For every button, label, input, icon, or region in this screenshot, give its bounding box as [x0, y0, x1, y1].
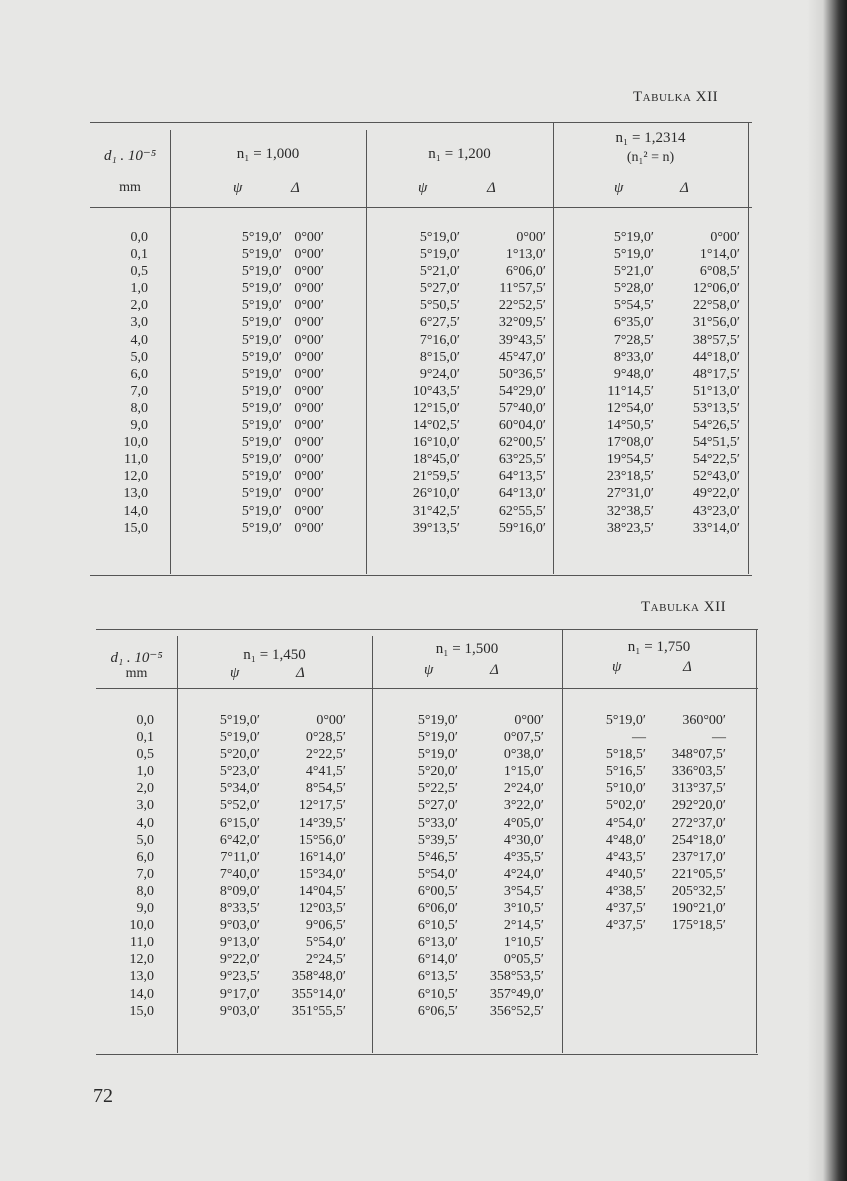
table-cell: 0°00′: [294, 383, 324, 399]
table-cell: 5°54,5′: [613, 298, 654, 314]
table-cell: 4°38,5′: [605, 883, 646, 899]
table-cell: 2°22,5′: [305, 747, 346, 763]
table-cell: 0°00′: [294, 281, 324, 297]
table-cell: 0°00′: [294, 366, 324, 382]
table-cell: 13,0: [129, 969, 154, 985]
table-cell: 9°48,0′: [613, 366, 654, 382]
table-cell: 0°00′: [516, 230, 546, 245]
table-cell: 57°40,0′: [498, 400, 546, 416]
table-cell: 5°52,0′: [219, 798, 260, 814]
table-cell: 18°45,0′: [412, 452, 460, 468]
table-cell: 1,0: [136, 764, 154, 780]
table-2-col-3-delta-values: [646, 712, 726, 934]
table-cell: 5°19,0′: [241, 452, 282, 468]
table-cell: 5°22,5′: [417, 781, 458, 797]
table-cell: 292°20,0′: [671, 798, 726, 814]
table-cell: 360°00′: [682, 713, 726, 728]
table-cell: —: [712, 730, 726, 746]
table-cell: 1°15,0′: [503, 764, 544, 780]
table-cell: 14,0: [129, 986, 154, 1002]
page-number: 72: [93, 1085, 113, 1107]
table-cell: 22°52,5′: [498, 298, 546, 314]
table-cell: 4,0: [136, 815, 154, 831]
table-cell: 31°56,0′: [692, 315, 740, 331]
table-cell: 5°27,0′: [417, 798, 458, 814]
table-cell: 6°00,5′: [417, 883, 458, 899]
table-cell: 5°39,5′: [417, 832, 458, 848]
table-cell: 8,0: [136, 883, 154, 899]
table-1-col-3-header: n₁ = 1,2314: [615, 130, 686, 146]
table-cell: 17°08,0′: [606, 435, 654, 451]
table-cell: 27°31,0′: [606, 486, 654, 502]
table-2-divider-3: [562, 629, 563, 1053]
table-cell: 15°56,0′: [298, 832, 346, 848]
table-cell: 6°13,0′: [417, 935, 458, 951]
table-cell: 54°22,5′: [692, 452, 740, 468]
table-cell: 15,0: [129, 1003, 154, 1019]
table-cell: 9°03,0′: [219, 918, 260, 934]
table-cell: 5,0: [130, 349, 148, 365]
table-1-col-2-psi-values: [380, 229, 460, 537]
table-cell: 7,0: [130, 383, 148, 399]
table-cell: 1,0: [130, 281, 148, 297]
table-cell: 6°06,0′: [505, 264, 546, 280]
table-2-col-3-delta-label: Δ: [683, 659, 692, 675]
table-cell: 11,0: [124, 452, 148, 468]
table-cell: 0°00′: [294, 452, 324, 468]
table-cell: 5°19,0′: [241, 349, 282, 365]
table-cell: 48°17,5′: [692, 366, 740, 382]
table-cell: 49°22,0′: [692, 486, 740, 502]
table-cell: 5°19,0′: [241, 247, 282, 263]
table-cell: 54°51,5′: [692, 435, 740, 451]
table-cell: 5°19,0′: [241, 366, 282, 382]
table-cell: 31°42,5′: [412, 503, 460, 519]
table-cell: 0°38,0′: [503, 747, 544, 763]
table-cell: 0,5: [136, 747, 154, 763]
table-cell: 0°00′: [294, 520, 324, 536]
table-cell: 5°19,0′: [241, 418, 282, 434]
table-1-col-1-psi-values: [196, 229, 282, 537]
table-1-col-2-psi-label: ψ: [418, 180, 428, 196]
table-cell: 22°58,0′: [692, 298, 740, 314]
table-cell: 3,0: [130, 315, 148, 331]
table-cell: 9°17,0′: [219, 986, 260, 1002]
table-cell: 5°16,5′: [605, 764, 646, 780]
table-cell: 12°03,5′: [298, 901, 346, 917]
table-cell: 5°20,0′: [417, 764, 458, 780]
table-cell: 5°21,0′: [419, 264, 460, 280]
table-cell: 2°24,5′: [305, 952, 346, 968]
table-cell: 39°43,5′: [498, 332, 546, 348]
table-cell: 45°47,0′: [498, 349, 546, 365]
table-cell: 43°23,0′: [692, 503, 740, 519]
table-2-col-1-delta-label: Δ: [296, 665, 305, 681]
table-cell: 9°13,0′: [219, 935, 260, 951]
table-cell: 5°54,0′: [305, 935, 346, 951]
table-2-col-2-header: n₁ = 1,500: [435, 641, 499, 657]
table-cell: 14°39,5′: [298, 815, 346, 831]
table-1-divider-3: [553, 122, 554, 574]
table-cell: 62°00,5′: [498, 435, 546, 451]
table-cell: 38°23,5′: [606, 520, 654, 536]
table-cell: 5°19,0′: [241, 281, 282, 297]
table-cell: 64°13,5′: [498, 469, 546, 485]
table-cell: 0°00′: [294, 315, 324, 331]
table-cell: 0°00′: [294, 230, 324, 245]
table-cell: 0°00′: [294, 298, 324, 314]
table-cell: 190°21,0′: [671, 901, 726, 917]
table-2-caption: Tabulka XII: [641, 599, 727, 615]
table-cell: 4°24,0′: [503, 866, 544, 882]
table-cell: 0°28,5′: [305, 730, 346, 746]
table-cell: 5°19,0′: [241, 264, 282, 280]
table-cell: 221°05,5′: [671, 866, 726, 882]
table-cell: 11,0: [130, 935, 154, 951]
table-1-header-rule: [90, 207, 752, 208]
table-cell: 336°03,5′: [671, 764, 726, 780]
table-cell: 2°14,5′: [503, 918, 544, 934]
table-cell: 0°00′: [710, 230, 740, 245]
table-cell: 12°15,0′: [412, 400, 460, 416]
table-cell: 4°05,0′: [503, 815, 544, 831]
table-cell: 4°37,5′: [605, 901, 646, 917]
table-1-col-2-header: n₁ = 1,200: [428, 146, 491, 162]
table-cell: 8°33,0′: [613, 349, 654, 365]
table-1-col-2-delta-values: [462, 229, 546, 537]
table-1-d-header: d₁ . 10⁻⁵: [103, 148, 157, 164]
table-cell: 9°22,0′: [219, 952, 260, 968]
table-cell: 0°05,5′: [503, 952, 544, 968]
table-1-divider-2: [366, 130, 367, 574]
table-cell: 175°18,5′: [671, 918, 726, 934]
table-cell: 32°09,5′: [498, 315, 546, 331]
table-cell: 14,0: [123, 503, 148, 519]
table-cell: 5°50,5′: [419, 298, 460, 314]
table-2-divider-2: [372, 636, 373, 1053]
table-2-d-header: d₁ . 10⁻⁵: [110, 650, 163, 666]
table-cell: 5°19,0′: [241, 298, 282, 314]
table-cell: 9°06,5′: [305, 918, 346, 934]
table-cell: 4°37,5′: [605, 918, 646, 934]
table-2-col-2-psi-label: ψ: [424, 662, 434, 678]
table-cell: 5°19,0′: [241, 383, 282, 399]
table-cell: 5°19,0′: [241, 400, 282, 416]
table-cell: 5°27,0′: [419, 281, 460, 297]
table-cell: 14°50,5′: [606, 418, 654, 434]
table-cell: 8,0: [130, 400, 148, 416]
table-cell: 5°19,0′: [241, 486, 282, 502]
table-cell: 4,0: [130, 332, 148, 348]
table-2-col-1-psi-label: ψ: [230, 665, 240, 681]
table-cell: 5°02,0′: [605, 798, 646, 814]
table-2-col-1-delta-values: [262, 712, 346, 1020]
table-cell: 50°36,5′: [498, 366, 546, 382]
table-cell: 5,0: [136, 832, 154, 848]
table-cell: 39°13,5′: [412, 520, 460, 536]
table-cell: 44°18,0′: [692, 349, 740, 365]
table-1-d-values: [90, 229, 148, 537]
table-1-col-3-psi-label: ψ: [614, 180, 624, 196]
table-cell: 6°42,0′: [219, 832, 260, 848]
table-cell: 21°59,5′: [412, 469, 460, 485]
table-cell: 5°19,0′: [241, 332, 282, 348]
table-cell: 6°06,0′: [417, 901, 458, 917]
table-cell: 8°54,5′: [305, 781, 346, 797]
table-cell: 5°19,0′: [241, 520, 282, 536]
table-cell: 5°19,0′: [417, 747, 458, 763]
table-2-col-1-psi-values: [196, 712, 260, 1020]
table-1-unit-header: mm: [119, 180, 141, 195]
table-cell: 3°22,0′: [503, 798, 544, 814]
table-cell: 5°19,0′: [419, 230, 460, 245]
table-cell: 6°06,5′: [417, 1003, 458, 1019]
table-cell: 6°10,5′: [417, 986, 458, 1002]
table-cell: 6,0: [136, 849, 154, 865]
table-cell: 5°19,0′: [241, 230, 282, 245]
table-cell: 6°14,0′: [417, 952, 458, 968]
table-cell: 4°48,0′: [605, 832, 646, 848]
table-1-col-3-delta-label: Δ: [680, 180, 689, 196]
table-cell: 5°19,0′: [417, 730, 458, 746]
table-cell: 16°10,0′: [412, 435, 460, 451]
table-cell: 6,0: [130, 366, 148, 382]
table-2-divider-4: [756, 629, 757, 1053]
table-cell: 54°26,5′: [692, 418, 740, 434]
table-cell: 9°23,5′: [219, 969, 260, 985]
table-1-col-3-psi-values: [574, 229, 654, 537]
table-cell: 8°09,0′: [219, 883, 260, 899]
table-cell: 3°10,5′: [503, 901, 544, 917]
table-cell: 9°03,0′: [219, 1003, 260, 1019]
page-edge-shadow: [807, 0, 847, 1181]
table-cell: 2,0: [136, 781, 154, 797]
table-cell: 237°17,0′: [671, 849, 726, 865]
table-2-header-rule: [96, 688, 758, 689]
table-cell: 52°43,0′: [692, 469, 740, 485]
table-cell: 5°46,5′: [417, 849, 458, 865]
table-cell: 3,0: [136, 798, 154, 814]
table-cell: 4°40,5′: [605, 866, 646, 882]
table-1-divider-1: [170, 130, 171, 574]
table-cell: 62°55,5′: [498, 503, 546, 519]
table-cell: 6°10,5′: [417, 918, 458, 934]
table-cell: 32°38,5′: [606, 503, 654, 519]
table-1-col-3-note: (n₁² = n): [626, 150, 675, 165]
table-cell: 5°19,0′: [241, 435, 282, 451]
table-cell: 0°00′: [316, 713, 346, 728]
table-cell: 7,0: [136, 866, 154, 882]
table-cell: 348°07,5′: [671, 747, 726, 763]
table-cell: 0°00′: [514, 713, 544, 728]
table-cell: 13,0: [123, 486, 148, 502]
table-cell: 5°20,0′: [219, 747, 260, 763]
table-cell: 5°19,0′: [241, 315, 282, 331]
table-cell: 0,0: [136, 713, 154, 728]
table-cell: 6°15,0′: [219, 815, 260, 831]
table-cell: 4°35,5′: [503, 849, 544, 865]
table-cell: 38°57,5′: [692, 332, 740, 348]
table-cell: 14°04,5′: [298, 883, 346, 899]
table-cell: 313°37,5′: [671, 781, 726, 797]
table-cell: 8°33,5′: [219, 901, 260, 917]
table-cell: 9,0: [136, 901, 154, 917]
table-cell: 0,1: [130, 247, 148, 263]
table-cell: 0°00′: [294, 264, 324, 280]
table-2-divider-1: [177, 636, 178, 1053]
table-cell: 357°49,0′: [489, 986, 544, 1002]
table-cell: 5°19,0′: [417, 713, 458, 728]
table-cell: 4°43,5′: [605, 849, 646, 865]
table-cell: 6°35,0′: [613, 315, 654, 331]
table-cell: 356°52,5′: [489, 1003, 544, 1019]
table-cell: 10,0: [129, 918, 154, 934]
table-cell: 8°15,0′: [419, 349, 460, 365]
table-cell: 33°14,0′: [692, 520, 740, 536]
table-2-col-2-delta-label: Δ: [490, 662, 499, 678]
table-1-caption: Tabulka XII: [633, 89, 719, 105]
table-cell: 5°19,0′: [605, 713, 646, 728]
table-cell: 1°10,5′: [503, 935, 544, 951]
table-2-d-values: [96, 712, 154, 1020]
table-cell: 0°00′: [294, 469, 324, 485]
table-2-col-3-psi-label: ψ: [612, 659, 622, 675]
table-cell: 5°33,0′: [417, 815, 458, 831]
table-cell: 1°13,0′: [505, 247, 546, 263]
table-cell: 0,0: [130, 230, 148, 245]
table-cell: 7°11,0′: [220, 849, 260, 865]
table-cell: 11°57,5′: [499, 281, 546, 297]
table-cell: 0°00′: [294, 349, 324, 365]
table-cell: 2,0: [130, 298, 148, 314]
table-cell: 5°54,0′: [417, 866, 458, 882]
table-2-col-2-delta-values: [460, 712, 544, 1020]
table-cell: 6°13,5′: [417, 969, 458, 985]
table-2-col-3-header: n₁ = 1,750: [627, 639, 691, 655]
table-cell: 7°28,5′: [613, 332, 654, 348]
table-cell: 7°40,0′: [219, 866, 260, 882]
table-cell: 6°08,5′: [699, 264, 740, 280]
table-cell: 0°00′: [294, 332, 324, 348]
table-cell: 12°06,0′: [692, 281, 740, 297]
table-cell: 7°16,0′: [419, 332, 460, 348]
table-cell: 5°23,0′: [219, 764, 260, 780]
table-cell: 1°14,0′: [699, 247, 740, 263]
table-cell: 9°24,0′: [419, 366, 460, 382]
table-1-col-1-psi-label: ψ: [233, 180, 243, 196]
table-cell: 54°29,0′: [498, 383, 546, 399]
table-1-col-2-delta-label: Δ: [487, 180, 496, 196]
table-cell: 5°19,0′: [419, 247, 460, 263]
table-cell: 6°27,5′: [419, 315, 460, 331]
table-1-divider-4: [748, 122, 749, 574]
table-cell: 10°43,5′: [412, 383, 460, 399]
table-cell: 2°24,0′: [503, 781, 544, 797]
table-cell: 59°16,0′: [498, 520, 546, 536]
table-cell: 5°19,0′: [613, 247, 654, 263]
table-cell: 12,0: [129, 952, 154, 968]
table-cell: 355°14,0′: [291, 986, 346, 1002]
table-cell: 0°00′: [294, 247, 324, 263]
table-cell: 5°10,0′: [605, 781, 646, 797]
table-cell: 64°13,0′: [498, 486, 546, 502]
table-cell: 0°00′: [294, 400, 324, 416]
table-2-unit-header: mm: [125, 666, 148, 681]
table-cell: 23°18,5′: [606, 469, 654, 485]
table-cell: 0,1: [136, 730, 154, 746]
table-cell: 4°54,0′: [605, 815, 646, 831]
table-cell: 14°02,5′: [412, 418, 460, 434]
table-2-col-2-psi-values: [392, 712, 458, 1020]
table-cell: 0°00′: [294, 486, 324, 502]
table-cell: 0,5: [130, 264, 148, 280]
table-cell: 4°30,0′: [503, 832, 544, 848]
table-cell: 272°37,0′: [671, 815, 726, 831]
table-cell: 19°54,5′: [606, 452, 654, 468]
table-cell: 5°19,0′: [219, 713, 260, 728]
table-cell: 9,0: [130, 418, 148, 434]
table-cell: 0°00′: [294, 418, 324, 434]
table-cell: 0°07,5′: [503, 730, 544, 746]
table-cell: 60°04,0′: [498, 418, 546, 434]
table-1-col-1-delta-label: Δ: [291, 180, 300, 196]
table-cell: 205°32,5′: [671, 883, 726, 899]
table-cell: 63°25,5′: [498, 452, 546, 468]
table-cell: 358°53,5′: [489, 969, 544, 985]
table-cell: 12°17,5′: [298, 798, 346, 814]
table-cell: 3°54,5′: [503, 883, 544, 899]
table-cell: 12,0: [123, 469, 148, 485]
table-cell: 51°13,0′: [692, 383, 740, 399]
table-cell: 26°10,0′: [412, 486, 460, 502]
table-cell: 5°19,0′: [613, 230, 654, 245]
table-cell: 11°14,5′: [607, 383, 654, 399]
table-cell: 12°54,0′: [606, 400, 654, 416]
table-cell: 254°18,0′: [671, 832, 726, 848]
table-cell: 5°18,5′: [605, 747, 646, 763]
table-cell: 5°19,0′: [241, 469, 282, 485]
table-cell: 351°55,5′: [291, 1003, 346, 1019]
table-cell: 5°28,0′: [613, 281, 654, 297]
table-cell: 5°21,0′: [613, 264, 654, 280]
table-cell: 15,0: [123, 520, 148, 536]
table-cell: 4°41,5′: [305, 764, 346, 780]
table-cell: 358°48,0′: [291, 969, 346, 985]
table-1-col-3-delta-values: [656, 229, 740, 537]
table-cell: —: [632, 730, 646, 746]
table-cell: 5°19,0′: [219, 730, 260, 746]
table-cell: 0°00′: [294, 503, 324, 519]
table-1-col-1-delta-values: [284, 229, 324, 537]
table-cell: 53°13,5′: [692, 400, 740, 416]
table-1-col-1-header: n₁ = 1,000: [236, 146, 300, 162]
table-cell: 0°00′: [294, 435, 324, 451]
table-cell: 5°19,0′: [241, 503, 282, 519]
table-cell: 16°14,0′: [298, 849, 346, 865]
table-cell: 10,0: [123, 435, 148, 451]
table-cell: 5°34,0′: [219, 781, 260, 797]
table-2-col-3-psi-values: [584, 712, 646, 934]
table-2-col-1-header: n₁ = 1,450: [243, 647, 306, 663]
table-cell: 15°34,0′: [298, 866, 346, 882]
